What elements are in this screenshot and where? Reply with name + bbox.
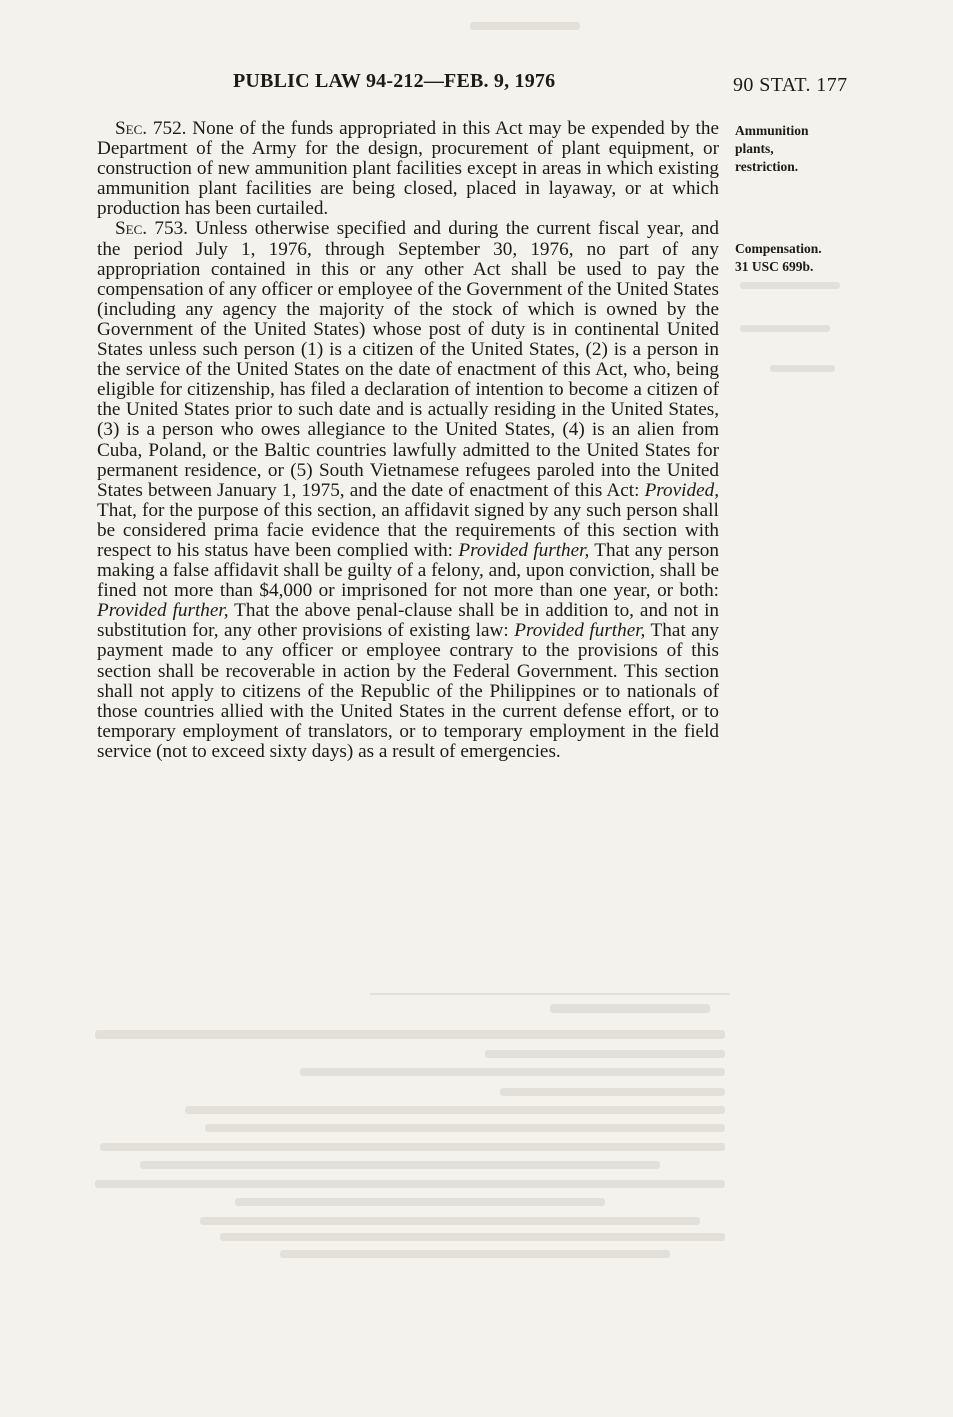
section-753-text-2: That, for the purpose of this section, an affidavit signed by any such person shall be considered prima facie evidence that the requirements of this section with respect to his status have been complied with: xyxy=(97,499,719,561)
section-753-label: Sec. 753. xyxy=(115,218,188,240)
section-753-text-5: That any payment made to any officer or employee contrary to the provisions of this section shall be recoverable in action by the Federal Government. This section shall not apply to citizens of the Republic of the Philippines or to nationals of those countries allied with the United States in the current defense effort, or to temporary employment of translators, or to temporary employment in the field service (not to exceed sixty days) as a result of emergencies. xyxy=(97,620,719,762)
statute-page-number: 90 STAT. 177 xyxy=(733,74,848,96)
section-753-text-4: That the above penal-clause shall be in addition to, and not in substitution for, any other provisions of existing law: xyxy=(97,600,719,642)
margin-note-ammunition-line-1: Ammunition xyxy=(735,123,809,138)
margin-note-ammunition-line-3: restriction. xyxy=(735,159,799,174)
proviso-1: Provided, xyxy=(644,479,719,501)
margin-note-compensation-line-1: Compensation. xyxy=(735,241,822,256)
running-head-title: PUBLIC LAW 94-212—FEB. 9, 1976 xyxy=(233,70,556,92)
body-text-column xyxy=(97,119,719,762)
margin-note-ammunition xyxy=(735,122,809,176)
margin-note-ammunition-line-2: plants, xyxy=(735,141,774,156)
section-753 xyxy=(97,219,719,762)
margin-note-compensation-line-2: 31 USC 699b. xyxy=(735,259,814,274)
section-752 xyxy=(97,119,719,219)
proviso-3: Provided further, xyxy=(97,600,229,622)
margin-note-compensation xyxy=(735,240,822,276)
section-752-label: Sec. 752. xyxy=(115,118,187,139)
section-752-text: None of the funds appropriated in this Act may be expended by the Department of the Army for the design, procurement of plant equipment, or construction of new ammunition plant facilities except in areas in which existing ammunition plant facilities are being closed, placed in layaway, or at which production has been curtailed. xyxy=(97,118,719,220)
proviso-2: Provided further, xyxy=(458,539,590,561)
section-753-text-1: Unless otherwise specified and during the current fiscal year, and the period July 1, 1976, through September 30, 1976, no part of any appropriation contained in this or any other Act shall be used to pay the compensation of any officer or employee of the Government of the United States (including any agency the majority of the stock of which is owned by the Government of the United States) whose post of duty is in continental United States unless such person (1) is a citizen of the United States, (2) is a person in the service of the United States on the date of enactment of this Act, who, being eligible for citizenship, has filed a declaration of intention to become a citizen of the United States prior to such date and is actually residing in the United States, (3) is a person who owes allegiance to the United States, (4) is an alien from Cuba, Poland, or the Baltic countries lawfully admitted to the United States for permanent residence, or (5) South Vietnamese refugees paroled into the United States between January 1, 1975, and the date of enactment of this Act: xyxy=(97,218,719,501)
proviso-4: Provided further, xyxy=(514,620,646,642)
section-753-text-3: That any person making a false affidavit shall be guilty of a felony, and, upon conviction, shall be fined not more than $4,000 or imprisoned for not more than one year, or both: xyxy=(97,539,719,602)
